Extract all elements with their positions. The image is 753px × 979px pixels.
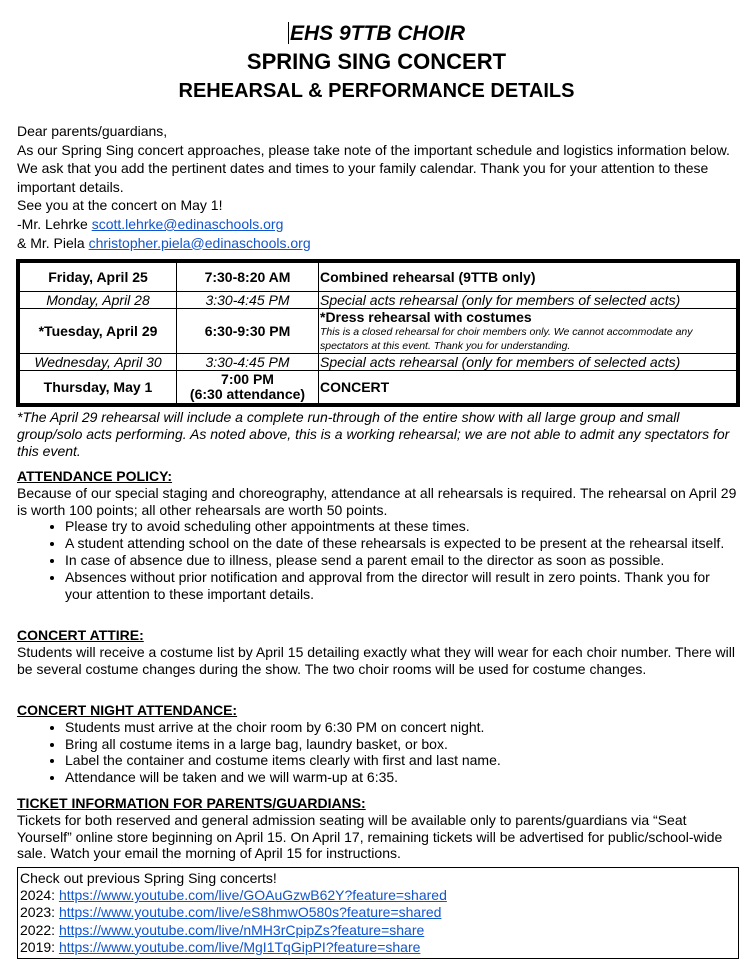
previous-year: 2023:: [20, 904, 59, 921]
intro-letter: [17, 122, 739, 252]
schedule-table: [16, 259, 740, 407]
attire-body: Students will receive a costume list by April 15 detailing exactly what they will wear for each choir number. There will be several costume changes during the show. The two choir rooms will be used for costume changes.: [17, 643, 735, 677]
schedule-event: Combined rehearsal (9TTB only): [319, 263, 737, 292]
sig2-prefix: & Mr. Piela: [17, 234, 89, 251]
previous-year: 2022:: [20, 921, 59, 938]
title-choir: [0, 22, 753, 46]
night-heading: CONCERT NIGHT ATTENDANCE:: [17, 702, 238, 718]
previous-title: Check out previous Spring Sing concerts!: [20, 870, 277, 886]
youtube-link[interactable]: https://www.youtube.com/live/MgI1TqGipPI?feature=share: [58, 938, 421, 955]
schedule-day: Thursday, May 1: [20, 371, 177, 404]
schedule-time: 7:30-8:20 AM: [177, 263, 319, 292]
schedule-time-cell: [177, 371, 319, 404]
intro-body: As our Spring Sing concert approaches, please take note of the important schedule and logistics information below. We ask that you add the pertinent dates and times to your family calendar. Thank you for your attention to these important details.: [17, 141, 730, 195]
previous-year: 2019:: [20, 938, 59, 955]
text-cursor: [288, 22, 289, 44]
schedule-day: *Tuesday, April 29: [20, 309, 177, 354]
attendance-section: [17, 468, 739, 602]
schedule-day: Wednesday, April 30: [20, 354, 177, 371]
closing: See you at the concert on May 1!: [17, 197, 223, 214]
schedule-time: 6:30-9:30 PM: [177, 309, 319, 354]
schedule-event: Special acts rehearsal (only for members of selected acts): [319, 354, 737, 371]
attire-heading: CONCERT ATTIRE:: [17, 627, 144, 643]
email-link-piela[interactable]: christopher.piela@edinaschools.org: [88, 234, 311, 251]
previous-year: 2024:: [20, 887, 59, 904]
previous-concerts-box: [17, 867, 739, 959]
list-item: • Attendance will be taken and we will warm-up at 6:35.: [65, 769, 739, 786]
attendance-list: [17, 518, 739, 602]
attendance-heading: ATTENDANCE POLICY:: [17, 468, 173, 484]
schedule-event: CONCERT: [319, 371, 737, 404]
signature-piela: [17, 234, 739, 253]
youtube-link[interactable]: https://www.youtube.com/live/GOAuGzwB62Y?feature=shared: [58, 887, 447, 904]
schedule-row: [20, 371, 737, 404]
schedule-day: Monday, April 28: [20, 292, 177, 309]
greeting: Dear parents/guardians,: [17, 123, 168, 139]
list-item: • In case of absence due to illness, please send a parent email to the director as soon as possible.: [65, 552, 739, 569]
schedule-event-note: This is a closed rehearsal for choir members only. We cannot accommodate any spectators at this event. Thank you for understanding.: [320, 325, 693, 352]
signature-lehrke: [17, 215, 739, 234]
list-item: • Please try to avoid scheduling other appointments at these times.: [65, 518, 739, 535]
schedule-footnote: *The April 29 rehearsal will include a complete run-through of the entire show with all large group and small group/solo acts performing. As noted above, this is a working rehearsal; we are not able to admit any spectators for this event.: [17, 409, 730, 459]
title-concert: SPRING SING CONCERT: [246, 49, 507, 74]
attire-section: [17, 627, 739, 677]
tickets-heading: TICKET INFORMATION FOR PARENTS/GUARDIANS:: [17, 795, 366, 811]
title-choir-text: EHS 9TTB CHOIR: [289, 22, 465, 45]
previous-link-row: [20, 939, 736, 956]
schedule-row: [20, 292, 737, 309]
previous-link-row: [20, 922, 736, 939]
schedule-row: [20, 354, 737, 371]
schedule-event: *Dress rehearsal with costumes: [320, 308, 532, 325]
list-item: • Absences without prior notification and approval from the director will result in zero points. Thank you for your attention to these important details.: [65, 569, 739, 603]
schedule-event: Special acts rehearsal (only for members of selected acts): [319, 292, 737, 309]
tickets-body: Tickets for both reserved and general admission seating will be available only to parents/guardians via “Seat Yourself” online store beginning on April 15. On April 17, remaining tickets will be advertised for public/school-wide sale. Watch your email the morning of April 15 for instructions.: [17, 811, 723, 862]
night-list: [17, 719, 739, 786]
list-item: • Students must arrive at the choir room by 6:30 PM on concert night.: [65, 719, 739, 736]
youtube-link[interactable]: https://www.youtube.com/live/nMH3rCpipZs?feature=share: [58, 921, 425, 938]
schedule-time: 7:00 PM: [221, 371, 274, 387]
list-item: • A student attending school on the date of these rehearsals is expected to be present at the rehearsal itself.: [65, 535, 739, 552]
schedule-row: [20, 309, 737, 354]
sig1-prefix: -Mr. Lehrke: [17, 215, 92, 232]
previous-link-row: [20, 887, 736, 904]
youtube-link[interactable]: https://www.youtube.com/live/eS8hmwO580s?feature=shared: [58, 904, 442, 921]
schedule-time: 3:30-4:45 PM: [177, 292, 319, 309]
tickets-section: [17, 795, 739, 862]
email-link-lehrke[interactable]: scott.lehrke@edinaschools.org: [91, 215, 284, 232]
schedule-day: Friday, April 25: [20, 263, 177, 292]
schedule-time: 3:30-4:45 PM: [177, 354, 319, 371]
schedule-time-attendance: (6:30 attendance): [189, 386, 306, 402]
list-item: • Label the container and costume items clearly with first and last name.: [65, 752, 739, 769]
night-section: [17, 702, 739, 786]
attendance-body: Because of our special staging and choreography, attendance at all rehearsals is required. The rehearsal on April 29 is worth 100 points; all other rehearsals are worth 50 points.: [17, 484, 737, 518]
list-item: • Bring all costume items in a large bag, laundry basket, or box.: [65, 736, 739, 753]
title-details: REHEARSAL & PERFORMANCE DETAILS: [178, 80, 575, 102]
schedule-event-cell: [319, 309, 737, 354]
schedule-row: [20, 263, 737, 292]
previous-link-row: [20, 904, 736, 921]
